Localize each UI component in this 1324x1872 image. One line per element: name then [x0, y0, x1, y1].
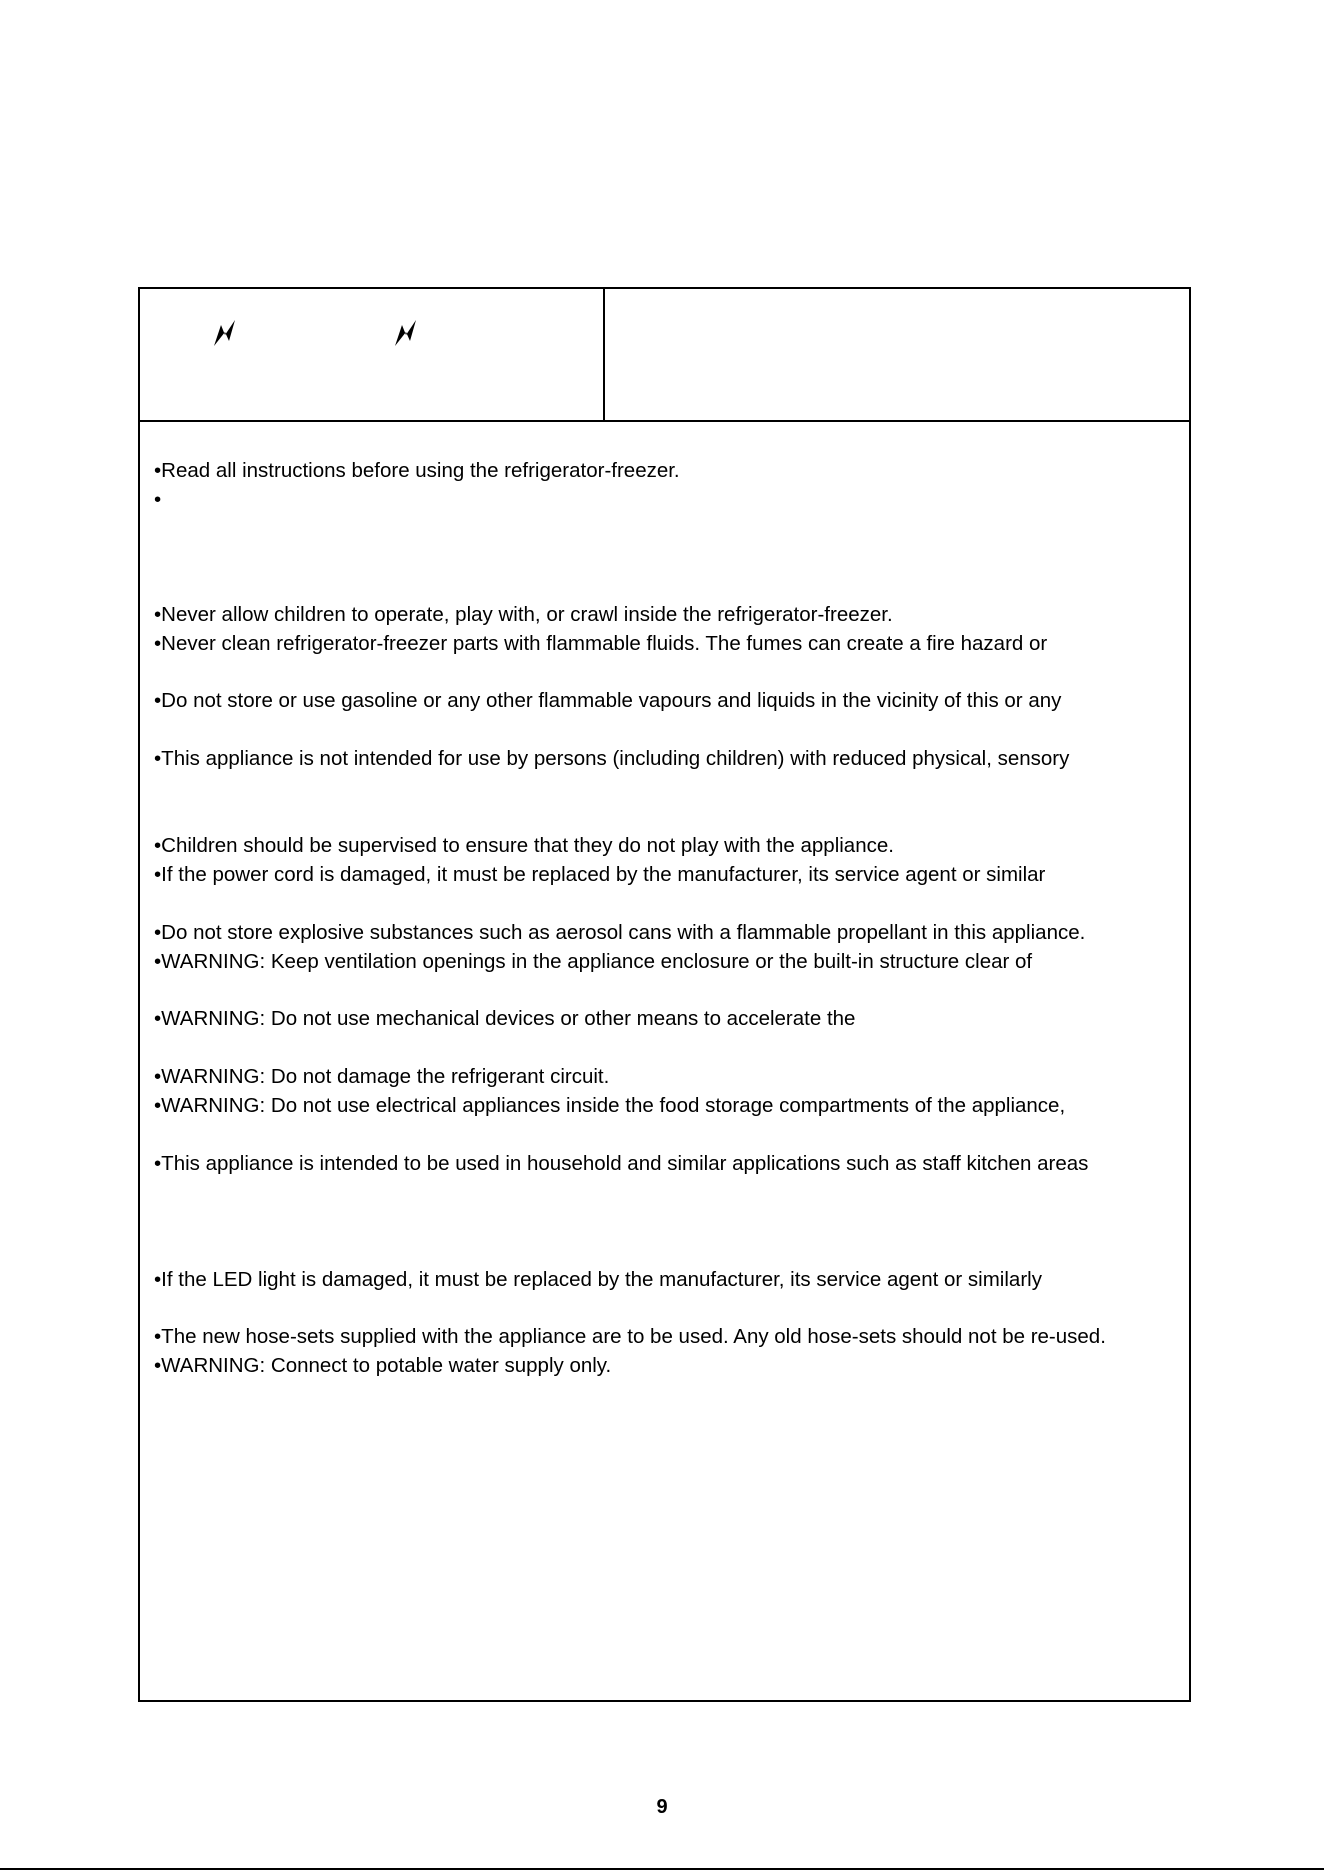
instruction-line: •Never clean refrigerator-freezer parts with flammable fluids. The fumes can create a fire hazard or — [154, 632, 1048, 655]
instruction-line: •This appliance is not intended for use by persons (including children) with reduced physical, sensory — [154, 747, 1070, 770]
box-header-row — [140, 289, 1189, 422]
instruction-line: •Read all instructions before using the refrigerator-freezer. — [154, 459, 680, 482]
instruction-line: •WARNING: Do not use mechanical devices or other means to accelerate the — [154, 1007, 856, 1030]
instruction-line: •If the power cord is damaged, it must be replaced by the manufacturer, its service agent or similar — [154, 863, 1046, 886]
page-number: 9 — [656, 1796, 668, 1818]
instruction-line: •This appliance is intended to be used in household and similar applications such as staff kitchen areas — [154, 1152, 1089, 1175]
instruction-line: •Do not store explosive substances such as aerosol cans with a flammable propellant in this appliance. — [154, 921, 1086, 944]
instruction-line: •Never allow children to operate, play with, or crawl inside the refrigerator-freezer. — [154, 603, 893, 626]
lightning-bolt-icon — [393, 319, 419, 347]
footer-rule — [0, 1868, 1324, 1870]
instruction-line: •If the LED light is damaged, it must be replaced by the manufacturer, its service agent or similarly — [154, 1268, 1042, 1291]
instruction-line: •WARNING: Do not use electrical appliances inside the food storage compartments of the appliance, — [154, 1094, 1066, 1117]
instruction-line: •Do not store or use gasoline or any other flammable vapours and liquids in the vicinity of this or any — [154, 689, 1062, 712]
header-divider — [603, 289, 605, 420]
safety-instructions-box — [138, 287, 1191, 1702]
instruction-line: •Children should be supervised to ensure that they do not play with the appliance. — [154, 834, 894, 857]
instruction-line: •WARNING: Keep ventilation openings in the appliance enclosure or the built-in structure clear of — [154, 950, 1033, 973]
instruction-line: •The new hose-sets supplied with the appliance are to be used. Any old hose-sets should not be re-used. — [154, 1325, 1106, 1348]
instruction-line: •WARNING: Do not damage the refrigerant circuit. — [154, 1065, 610, 1088]
instruction-line: •WARNING: Connect to potable water supply only. — [154, 1354, 612, 1377]
instruction-line: • — [154, 488, 162, 511]
lightning-bolt-icon — [212, 319, 238, 347]
